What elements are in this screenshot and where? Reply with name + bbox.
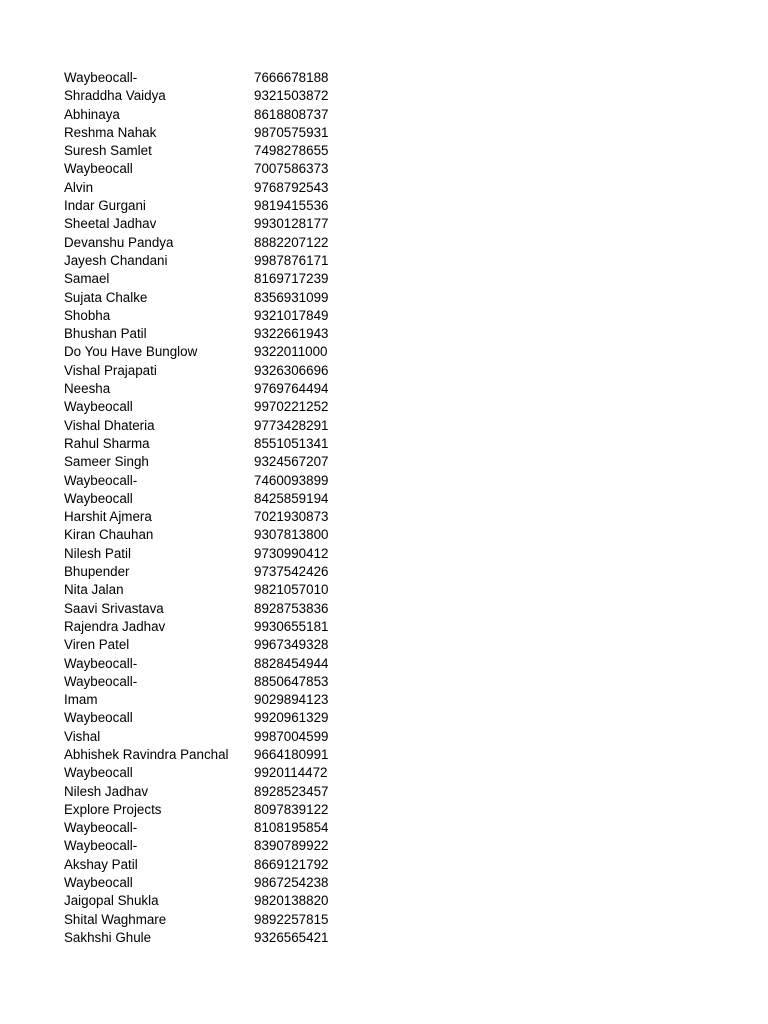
contact-phone: 9820138820 <box>254 893 329 909</box>
contact-phone: 8928523457 <box>254 783 329 799</box>
contact-row <box>64 856 354 874</box>
contact-name: Waybeocall <box>64 161 133 177</box>
contact-name: Waybeocall- <box>64 472 138 488</box>
contact-row <box>64 142 354 160</box>
contact-name: Do You Have Bunglow <box>64 344 198 360</box>
contact-phone: 9987004599 <box>254 728 329 744</box>
contact-row <box>64 874 354 892</box>
contact-row <box>64 801 354 819</box>
contact-name: Reshma Nahak <box>64 124 157 140</box>
contact-phone: 9322661943 <box>254 326 329 342</box>
contact-phone: 8097839122 <box>254 801 329 817</box>
contact-name: Vishal Prajapati <box>64 362 157 378</box>
contact-phone: 8850647853 <box>254 673 329 689</box>
contact-row <box>64 398 354 416</box>
contact-name: Shital Waghmare <box>64 911 167 927</box>
contact-row <box>64 526 354 544</box>
contact-phone: 9730990412 <box>254 545 329 561</box>
contact-name: Imam <box>64 692 98 708</box>
contact-phone: 8669121792 <box>254 856 329 872</box>
contact-row <box>64 600 354 618</box>
contact-name: Jayesh Chandani <box>64 252 168 268</box>
contact-name: Harshit Ajmera <box>64 509 152 525</box>
contact-phone: 9870575931 <box>254 124 329 140</box>
contact-phone: 9773428291 <box>254 417 329 433</box>
contact-row <box>64 618 354 636</box>
contact-row <box>64 691 354 709</box>
contact-phone: 7460093899 <box>254 472 329 488</box>
contact-phone: 7666678188 <box>254 70 329 85</box>
contact-row <box>64 819 354 837</box>
contact-phone: 8882207122 <box>254 234 329 250</box>
contact-row <box>64 252 354 270</box>
contact-name: Abhishek Ravindra Panchal <box>64 746 229 762</box>
contact-name: Viren Patel <box>64 637 130 653</box>
contact-phone: 7498278655 <box>254 143 329 159</box>
contact-row <box>64 362 354 380</box>
contact-row <box>64 106 354 124</box>
contact-row <box>64 435 354 453</box>
contact-name: Jaigopal Shukla <box>64 893 159 909</box>
contact-name: Waybeocall- <box>64 655 138 671</box>
contact-row <box>64 929 354 947</box>
contact-row <box>64 911 354 929</box>
contact-phone: 8425859194 <box>254 490 329 506</box>
contact-row <box>64 508 354 526</box>
contact-row <box>64 709 354 727</box>
contact-name: Waybeocall- <box>64 838 138 854</box>
contact-name: Waybeocall <box>64 710 133 726</box>
contact-name: Bhupender <box>64 564 130 580</box>
contact-name: Alvin <box>64 179 94 195</box>
contact-row <box>64 746 354 764</box>
contact-row <box>64 124 354 142</box>
contact-row <box>64 343 354 361</box>
contact-phone: 8551051341 <box>254 435 329 451</box>
contact-name: Indar Gurgani <box>64 198 146 214</box>
contact-phone: 9324567207 <box>254 454 329 470</box>
contact-phone: 9326565421 <box>254 929 329 945</box>
contact-phone: 9930655181 <box>254 618 329 634</box>
contact-phone: 9920114472 <box>254 765 328 781</box>
contact-row <box>64 673 354 691</box>
contact-row <box>64 289 354 307</box>
contact-row <box>64 87 354 105</box>
contact-name: Neesha <box>64 381 111 397</box>
contact-phone: 9322011000 <box>254 344 328 360</box>
contact-row <box>64 472 354 490</box>
contact-name: Sujata Chalke <box>64 289 148 305</box>
contact-phone: 9967349328 <box>254 637 329 653</box>
contact-phone: 9920961329 <box>254 710 329 726</box>
contact-name: Nilesh Patil <box>64 545 131 561</box>
contact-name: Sameer Singh <box>64 454 149 470</box>
contact-name: Waybeocall <box>64 875 133 891</box>
contact-row <box>64 490 354 508</box>
contact-phone: 9867254238 <box>254 875 329 891</box>
contact-name: Shraddha Vaidya <box>64 88 166 104</box>
contact-phone: 9930128177 <box>254 216 329 232</box>
contact-phone: 9819415536 <box>254 198 329 214</box>
contact-name: Explore Projects <box>64 801 162 817</box>
contact-phone: 8390789922 <box>254 838 329 854</box>
contact-list <box>64 69 354 947</box>
contact-phone: 9821057010 <box>254 582 329 598</box>
contact-phone: 9987876171 <box>254 252 329 268</box>
contact-name: Waybeocall <box>64 765 133 781</box>
contact-row <box>64 764 354 782</box>
contact-name: Kiran Chauhan <box>64 527 154 543</box>
contact-name: Waybeocall <box>64 490 133 506</box>
contact-row <box>64 453 354 471</box>
contact-row <box>64 581 354 599</box>
contact-row <box>64 307 354 325</box>
contact-row <box>64 234 354 252</box>
contact-name: Waybeocall- <box>64 70 138 85</box>
contact-name: Akshay Patil <box>64 856 138 872</box>
contact-name: Vishal <box>64 728 101 744</box>
contact-name: Rajendra Jadhav <box>64 618 166 634</box>
contact-phone: 9307813800 <box>254 527 329 543</box>
contact-row <box>64 270 354 288</box>
contact-name: Suresh Samlet <box>64 143 152 159</box>
contact-name: Waybeocall <box>64 399 133 415</box>
contact-row <box>64 69 354 87</box>
contact-phone: 9970221252 <box>254 399 329 415</box>
contact-phone: 9737542426 <box>254 564 329 580</box>
contact-phone: 9892257815 <box>254 911 329 927</box>
contact-name: Waybeocall- <box>64 673 138 689</box>
contact-row <box>64 837 354 855</box>
contact-row <box>64 655 354 673</box>
contact-phone: 9321017849 <box>254 307 329 323</box>
contact-name: Sakhshi Ghule <box>64 929 152 945</box>
contact-name: Samael <box>64 271 110 287</box>
contact-row <box>64 160 354 178</box>
contact-phone: 9769764494 <box>254 381 329 397</box>
contact-phone: 7007586373 <box>254 161 329 177</box>
contact-phone: 8618808737 <box>254 106 329 122</box>
contact-name: Saavi Srivastava <box>64 600 164 616</box>
contact-name: Vishal Dhateria <box>64 417 155 433</box>
contact-name: Abhinaya <box>64 106 120 122</box>
contact-row <box>64 636 354 654</box>
contact-row <box>64 728 354 746</box>
contact-phone: 8169717239 <box>254 271 329 287</box>
contact-name: Nilesh Jadhav <box>64 783 149 799</box>
contact-row <box>64 215 354 233</box>
contact-row <box>64 325 354 343</box>
contact-phone: 9664180991 <box>254 746 329 762</box>
contact-row <box>64 417 354 435</box>
contact-phone: 7021930873 <box>254 509 329 525</box>
contact-row <box>64 563 354 581</box>
contact-name: Waybeocall- <box>64 820 138 836</box>
contact-name: Shobha <box>64 307 111 323</box>
contact-phone: 9768792543 <box>254 179 329 195</box>
contact-phone: 8108195854 <box>254 820 329 836</box>
contact-name: Bhushan Patil <box>64 326 147 342</box>
contact-name: Sheetal Jadhav <box>64 216 157 232</box>
contact-name: Rahul Sharma <box>64 435 150 451</box>
contact-phone: 9029894123 <box>254 692 329 708</box>
contact-row <box>64 892 354 910</box>
contact-row <box>64 197 354 215</box>
contact-phone: 8828454944 <box>254 655 329 671</box>
contact-name: Devanshu Pandya <box>64 234 174 250</box>
contact-row <box>64 545 354 563</box>
contact-phone: 9326306696 <box>254 362 329 378</box>
contact-phone: 9321503872 <box>254 88 329 104</box>
contact-row <box>64 179 354 197</box>
contact-row <box>64 380 354 398</box>
contact-phone: 8928753836 <box>254 600 329 616</box>
contact-row <box>64 783 354 801</box>
contact-name: Nita Jalan <box>64 582 124 598</box>
contact-phone: 8356931099 <box>254 289 329 305</box>
